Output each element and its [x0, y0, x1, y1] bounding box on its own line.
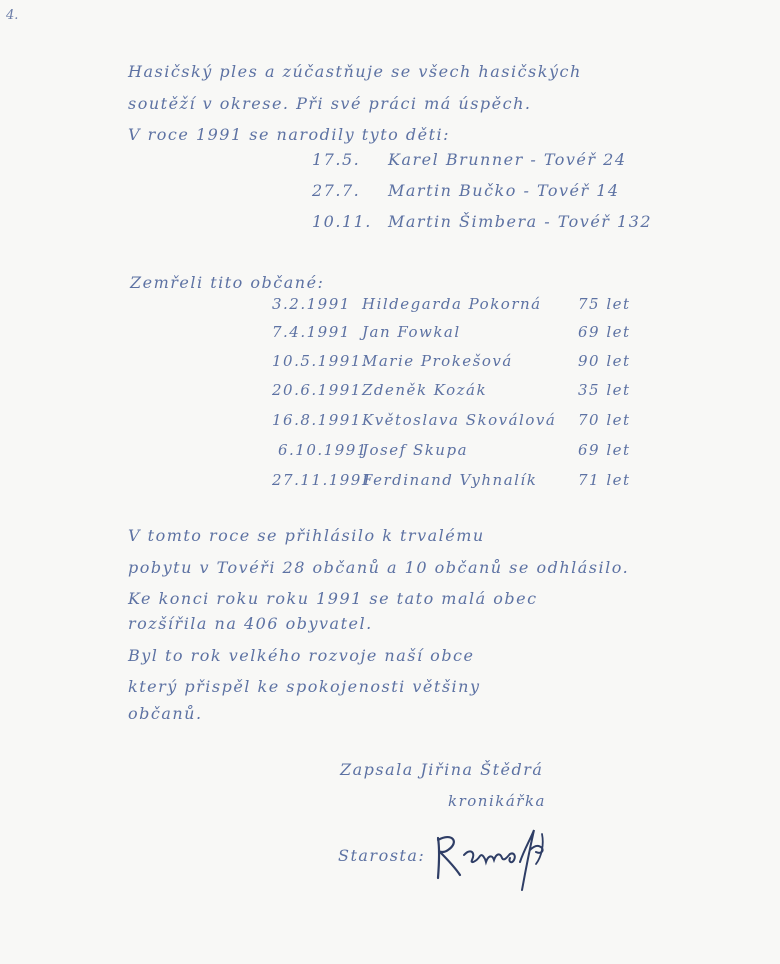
- death-name: Jan Fowkal: [362, 323, 461, 341]
- birth-date: 17.5.: [312, 150, 361, 169]
- death-age: 75 let: [578, 295, 631, 313]
- death-date: 27.11.1991: [272, 471, 373, 489]
- death-name: Květoslava Skoválová: [362, 411, 557, 429]
- death-age: 35 let: [578, 381, 631, 399]
- death-age: 71 let: [578, 471, 631, 489]
- birth-date: 10.11.: [312, 212, 372, 231]
- closing-line: Ke konci roku roku 1991 se tato malá obec: [128, 589, 538, 608]
- death-name: Josef Skupa: [362, 441, 469, 459]
- closing-line: pobytu v Tovéři 28 občanů a 10 občanů se odhlásilo.: [128, 558, 630, 577]
- death-date: 7.4.1991: [272, 323, 351, 341]
- death-age: 90 let: [578, 352, 631, 370]
- death-date: 20.6.1991: [272, 381, 362, 399]
- page-number: 4.: [6, 8, 19, 23]
- death-date: 16.8.1991: [272, 411, 362, 429]
- death-name: Ferdinand Vyhnalík: [362, 471, 538, 489]
- death-date: 3.2.1991: [272, 295, 351, 313]
- death-age: 69 let: [578, 441, 631, 459]
- death-date: 10.5.1991.: [272, 352, 369, 370]
- death-age: 69 let: [578, 323, 631, 341]
- closing-line: V tomto roce se přihlásilo k trvalému: [128, 526, 485, 545]
- mayor-label: Starosta:: [338, 846, 426, 865]
- birth-date: 27.7.: [312, 181, 361, 200]
- death-name: Hildegarda Pokorná: [362, 295, 542, 313]
- intro-line: Hasičský ples a zúčastňuje se všech hasičských: [128, 62, 582, 81]
- death-name: Zdeněk Kozák: [362, 381, 488, 399]
- deaths-heading: Zemřeli tito občané:: [130, 273, 325, 292]
- birth-entry: Martin Šimbera - Tovéř 132: [388, 212, 653, 231]
- death-age: 70 let: [578, 411, 631, 429]
- birth-entry: Karel Brunner - Tovéř 24: [388, 150, 627, 169]
- closing-line: který přispěl ke spokojenosti většiny: [128, 677, 481, 696]
- death-date: 6.10.1991: [278, 441, 368, 459]
- closing-line: Byl to rok velkého rozvoje naší obce: [128, 646, 475, 665]
- death-name: Marie Prokešová: [362, 352, 513, 370]
- birth-entry: Martin Bučko - Tovéř 14: [388, 181, 620, 200]
- closing-line: rozšířila na 406 obyvatel.: [128, 614, 373, 633]
- intro-line: V roce 1991 se narodily tyto děti:: [128, 125, 450, 144]
- recorded-by: Zapsala Jiřina Štědrá: [340, 760, 544, 779]
- mayor-signature: [430, 820, 560, 895]
- closing-line: občanů.: [128, 704, 203, 723]
- intro-line: soutěží v okrese. Při své práci má úspěch.: [128, 94, 532, 113]
- recorder-role: kronikářka: [448, 792, 546, 810]
